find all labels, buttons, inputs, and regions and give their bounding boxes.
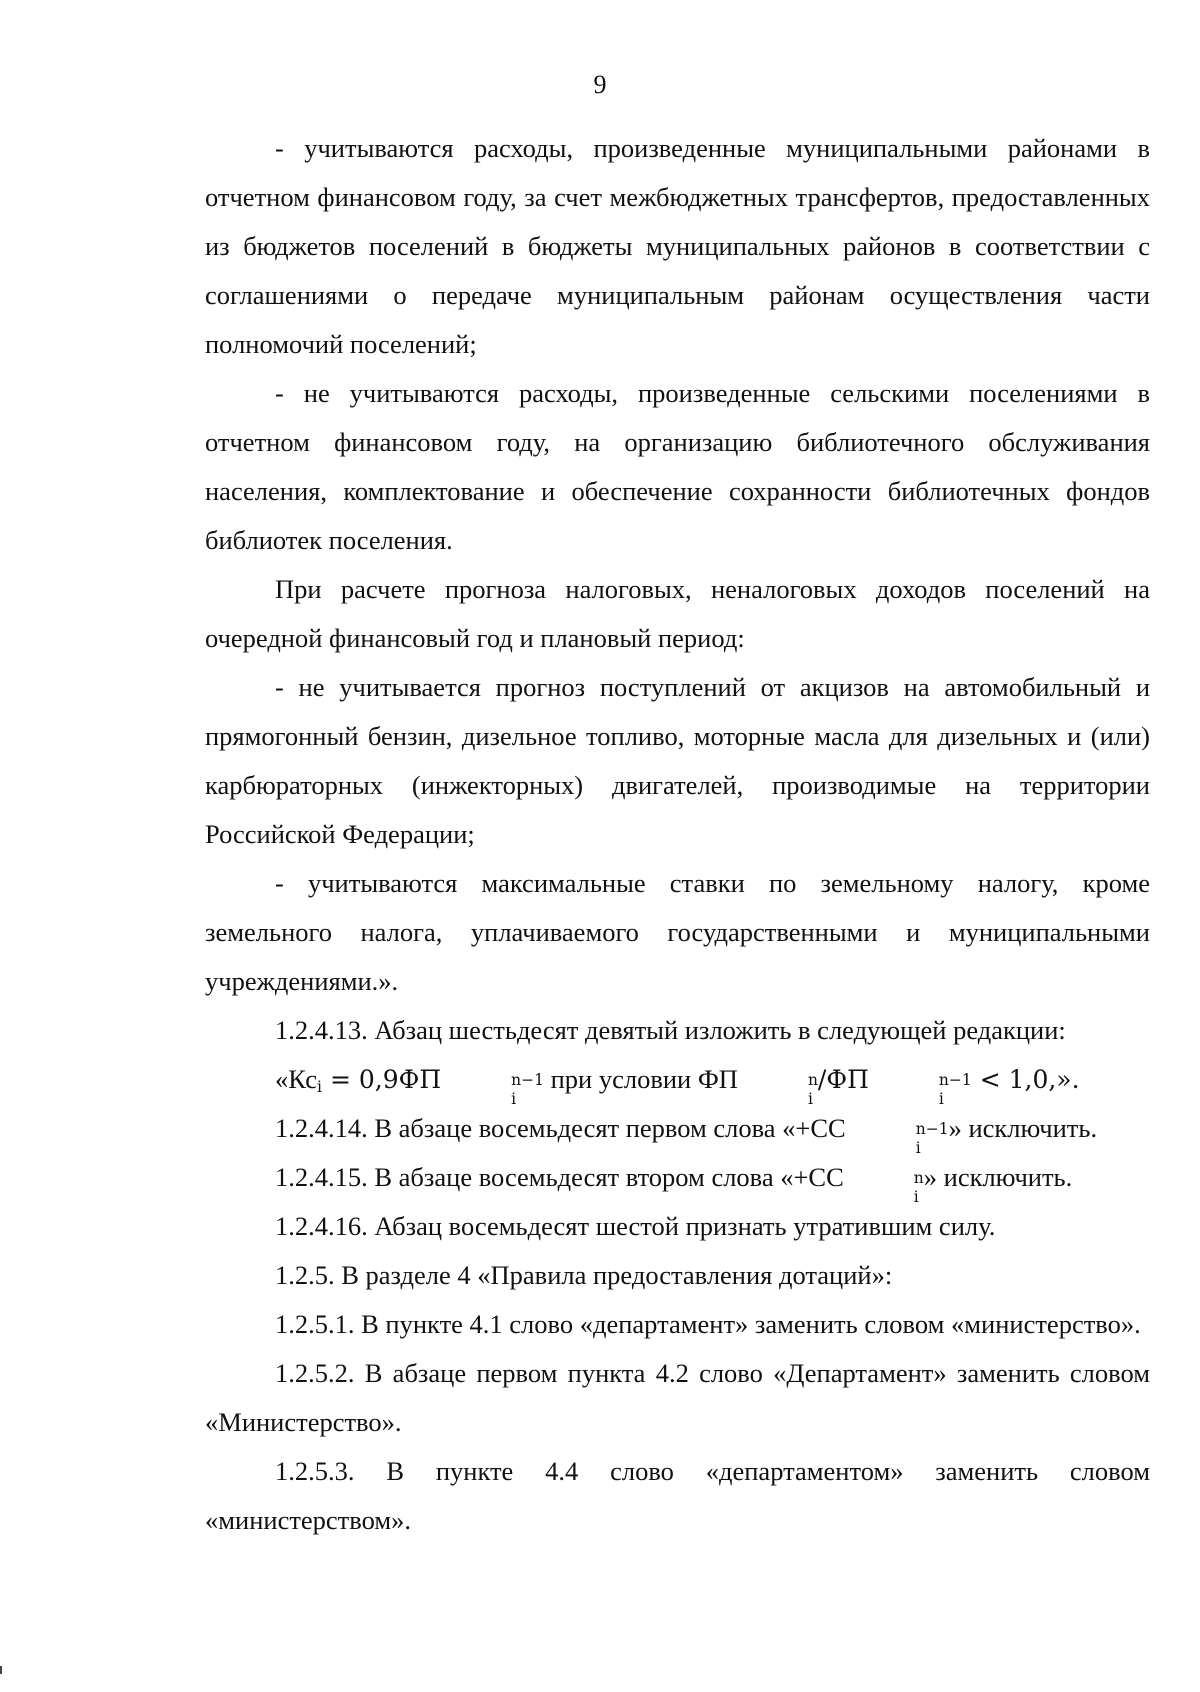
paragraph-1-2-4-16: 1.2.4.16. Абзац восемьдесят шестой признать утратившим силу. (275, 1211, 996, 1241)
paragraph-1-2-5-1: 1.2.5.1. В пункте 4.1 слово «департамент» заменить словом «министерство». (275, 1309, 1141, 1339)
formula-fp-index-3 (869, 1070, 972, 1109)
paragraph-1-2-4-15 (205, 1153, 1150, 1207)
paragraph-expenses-rural-settlements: - не учитываются расходы, произведенные сельскими поселениями в отчетном финансовом году, на организацию библиотечного обслуживания населения, комплектование и обеспечение сохранности библиотечных фондов библиотек поселения. (205, 378, 1150, 555)
formula-fp-index-1 (441, 1070, 544, 1109)
formula-fp-index-2 (738, 1070, 818, 1109)
paragraph-formula-kc (205, 1055, 1150, 1109)
formula-mid: при условии ФП (544, 1064, 738, 1094)
paragraph-expenses-municipal-districts: - учитываются расходы, произведенные муниципальными районами в отчетном финансовом году, за счет межбюджетных трансфертов, предоставленных из бюджетов поселений в бюджеты муниципальных районов в соответствии с соглашениями о передаче муниципальным районам осуществления части полномочий поселений; (205, 133, 1150, 359)
paragraph-1-2-5: 1.2.5. В разделе 4 «Правила предоставления дотаций»: (275, 1260, 893, 1290)
paragraph-1-2-4-14 (205, 1104, 1150, 1158)
formula-slash: /ФП (817, 1065, 869, 1094)
scan-edge-mark (0, 1666, 2, 1674)
p9-after: » исключить. (923, 1162, 1073, 1192)
formula-sub-i: i (317, 1077, 322, 1096)
p8-before: 1.2.4.14. В абзаце восемьдесят первом слова «+СС (275, 1113, 846, 1143)
formula-sub-i-4: i (938, 1090, 944, 1109)
formula-sup-n1-2: n−1 (938, 1070, 972, 1089)
p8-sub: i (915, 1139, 921, 1158)
page-number: 9 (593, 70, 607, 99)
p8-cc-index (846, 1119, 949, 1158)
paragraph-1-2-4-13: 1.2.4.13. Абзац шестьдесят девятый изложить в следующей редакции: (275, 1015, 1066, 1045)
paragraph-1-2-5-2: 1.2.5.2. В абзаце первом пункта 4.2 слово «Департамент» заменить словом «Министерство». (205, 1358, 1150, 1437)
formula-sub-i-2: i (511, 1090, 517, 1109)
p8-after: » исключить. (948, 1113, 1098, 1143)
formula-sub-i-3: i (807, 1090, 813, 1109)
paragraph-forecast-intro: При расчете прогноза налоговых, неналоговых доходов поселений на очередной финансовый год и плановый период: (205, 574, 1150, 653)
formula-sup-n: n (807, 1070, 818, 1089)
document-body (205, 124, 1150, 1545)
paragraph-excise-forecast: - не учитывается прогноз поступлений от акцизов на автомобильный и прямогонный бензин, дизельное топливо, моторные масла для дизельных и (или) карбюраторных (инжекторных) двигателей, производимые на территории Российской Федерации; (205, 672, 1150, 849)
p9-sub: i (913, 1188, 919, 1207)
p8-sup: n−1 (915, 1119, 949, 1138)
p9-sup: n (913, 1168, 924, 1187)
paragraph-land-tax-rates: - учитываются максимальные ставки по земельному налогу, кроме земельного налога, уплачиваемого государственными и муниципальными учреждениями.». (205, 868, 1150, 996)
formula-open: «Кс (275, 1064, 318, 1094)
formula-eq: = 0,9ФП (322, 1065, 442, 1094)
p9-before: 1.2.4.15. В абзаце восемьдесят втором слова «+СС (275, 1162, 844, 1192)
formula-sup-n1: n−1 (511, 1070, 544, 1089)
paragraph-1-2-5-3: 1.2.5.3. В пункте 4.4 слово «департаментом» заменить словом «министерством». (205, 1456, 1150, 1535)
formula-lt: < 1,0,». (971, 1065, 1080, 1094)
p9-cc-index (844, 1168, 924, 1207)
